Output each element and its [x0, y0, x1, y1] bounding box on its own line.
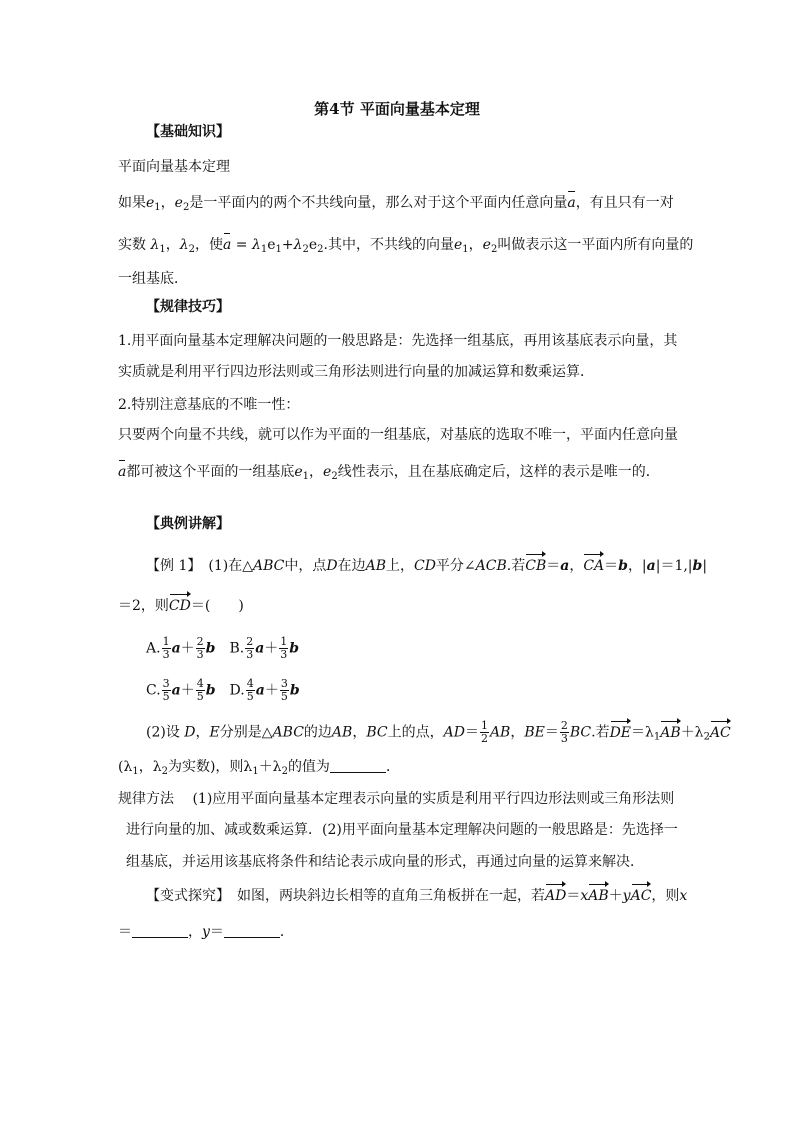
example-1-question-1-cont: ＝2，则CD＝( ) — [118, 598, 244, 614]
option-a: A. — [146, 640, 161, 657]
variant-label: 【变式探究】 — [146, 888, 223, 904]
section-basic-heading: 【基础知识】 — [146, 124, 230, 140]
tip-2-title: 2.特别注意基底的不唯一性： — [118, 397, 300, 413]
method-line-3: 组基底，并运用该基底将条件和结论表示成向量的形式，再通过向量的运算来解决． — [126, 854, 644, 870]
option-d: D. — [229, 682, 245, 699]
example-1-question-2-cont: ($\lambda_1$，$\lambda_2$为实数)，则$\lambda_1+\lambda_2$的值为 ． — [118, 759, 400, 777]
page-title: 第4节 平面向量基本定理 — [314, 100, 480, 118]
variant-line-1: 【变式探究】 如图，两块斜边长相等的直角三角板拼在一起，若AD＝xAB＋yAC，则x — [146, 888, 688, 904]
answer-blank-y — [224, 923, 280, 938]
theorem-name: 平面向量基本定理 — [118, 159, 230, 175]
variant-line-2: ＝ ，y＝ ． — [118, 924, 294, 940]
basic-paragraph-1: 如果$e_1$，$e_2$是一平面内的两个不共线向量，那么对于这个平面内任意向量a，有且只有一对 — [118, 195, 674, 213]
section-tips-heading: 【规律技巧】 — [146, 299, 230, 315]
tip-2-line-1: 只要两个向量不共线，就可以作为平面的一组基底，对基底的选取不唯一，平面内任意向量 — [118, 427, 678, 443]
option-c: C. — [146, 682, 161, 699]
answer-blank-x — [132, 923, 188, 938]
method-label: 规律方法 — [118, 791, 174, 807]
method-line-2: 进行向量的加、减或数乘运算．(2)用平面向量基本定理解决问题的一般思路是：先选择一 — [126, 822, 678, 838]
example-1-question-2: (2)设 D，E分别是△ABC的边AB，BC上的点，AD＝ $\frac{1}{2}$ AB，BE＝ $\frac{2}{3}$ BC.若$DE=\lambda_1AB+\lambda_2AC$ — [146, 719, 731, 745]
tip-1-line-2: 实质就是利用平行四边形法则或三角形法则进行向量的加减运算和数乘运算． — [118, 364, 594, 380]
basic-paragraph-2: 实数 $\lambda_1$，$\lambda_2$，使$a = \lambda_1e_1+\lambda_2e_2$.其中，不共线的向量$e_1$，$e_2$叫做表示这一平面内所有向量的 — [118, 237, 694, 255]
answer-blank — [330, 758, 386, 773]
section-examples-heading: 【典例讲解】 — [146, 516, 230, 532]
example-1-question-1: 【例 1】 (1)在△ABC中，点D在边AB上，CD平分∠ACB.若CB＝a，CA＝b，|a|＝1,|b| — [146, 558, 708, 574]
options-cd: C. $\frac{3}{5}$ a＋ $\frac{4}{5}$ b D. $\frac{4}{5}$ a＋ $\frac{3}{5}$ b — [146, 677, 300, 703]
options-ab: A. $\frac{1}{3}$ a＋ $\frac{2}{3}$ b B. $\frac{2}{3}$ a＋ $\frac{1}{3}$ b — [146, 635, 300, 661]
basic-paragraph-3: 一组基底． — [118, 271, 188, 287]
method-line-1: 规律方法 (1)应用平面向量基本定理表示向量的实质是利用平行四边形法则或三角形法则 — [118, 791, 675, 807]
tip-1-line-1: 1.用平面向量基本定理解决问题的一般思路是：先选择一组基底，再用该基底表示向量，其 — [118, 333, 678, 349]
tip-2-line-2: a都可被这个平面的一组基底$e_1$，$e_2$线性表示，且在基底确定后，这样的表示是唯一的． — [118, 464, 660, 482]
option-b: B. — [229, 640, 245, 657]
